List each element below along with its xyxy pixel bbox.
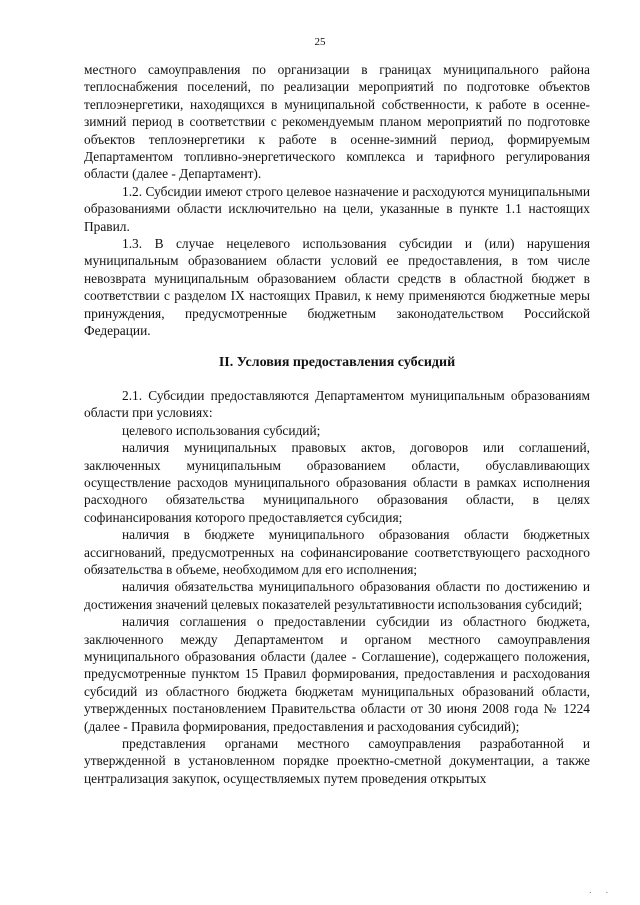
section-heading: II. Условия предоставления субсидий — [218, 354, 456, 370]
paragraph: 1.2. Субсидии имеют строго целевое назначение и расходуются муниципальными образованиями области исключительно на цели, указанные в пункте 1.1 настоящих Правил. — [84, 183, 590, 234]
paragraph: местного самоуправления по организации в границах муниципального района теплоснабжения поселений, по реализации мероприятий по подготовке объектов теплоэнергетики, находящихся в муниципальной собственности, к работе в осенне-зимний период в соответствии с рекомендуемым планом мероприятий по подготовке объектов теплоэнергетики к работе в осенне-зимний период, формируемым Департаментом топливно-энергетического комплекса и тарифного регулирования области (далее - Департамент). — [84, 62, 590, 182]
paragraph: наличия муниципальных правовых актов, договоров или соглашений, заключенных муниципальным образованием области, обуславливающих осуществление расходов муниципального образования области в рамках исполнения расходного обязательства муниципального образования области, в целях софинансирования которого предоставляется субсидия; — [84, 440, 590, 525]
corner-mark: . . — [589, 885, 614, 895]
paragraph: 2.1. Субсидии предоставляются Департаментом муниципальным образованиям области при условиях: — [84, 387, 590, 421]
paragraph: представления органами местного самоуправления разработанной и утвержденной в установленном порядке проектно-сметной документации, а также централизация закупок, осуществляемых путем проведения открытых — [84, 736, 590, 786]
paragraph: наличия в бюджете муниципального образования области бюджетных ассигнований, предусмотренных на софинансирование соответствующего расходного обязательства в объеме, необходимом для его исполнения; — [84, 527, 590, 577]
paragraphs-after-heading — [84, 387, 590, 787]
page-number: 25 — [314, 36, 326, 48]
paragraph: целевого использования субсидий; — [122, 422, 321, 438]
paragraphs-before-heading — [84, 61, 590, 340]
document-body — [84, 61, 590, 787]
paragraph: наличия соглашения о предоставлении субсидии из областного бюджета, заключенного между Департаментом и органом местного самоуправления муниципального образования области (далее - Соглашение), содержащего положения, предусмотренные пунктом 15 Правил формирования, предоставления и расходования субсидий из областного бюджета бюджетам муниципальных образований области, утвержденных постановлением Правительства области от 30 июня 2008 года № 1224 (далее - Правила формирования, предоставления и расходования субсидий); — [84, 614, 590, 734]
paragraph: 1.3. В случае нецелевого использования субсидии и (или) нарушения муниципальным образованием области условий ее предоставления, в том числе невозврата муниципальным образованием области средств в областной бюджет в соответствии с разделом IX настоящих Правил, к нему применяются бюджетные меры принуждения, предусмотренные бюджетным законодательством Российской Федерации. — [84, 236, 590, 339]
paragraph: наличия обязательства муниципального образования области по достижению и достижения значений целевых показателей результативности использования субсидий; — [84, 579, 590, 612]
